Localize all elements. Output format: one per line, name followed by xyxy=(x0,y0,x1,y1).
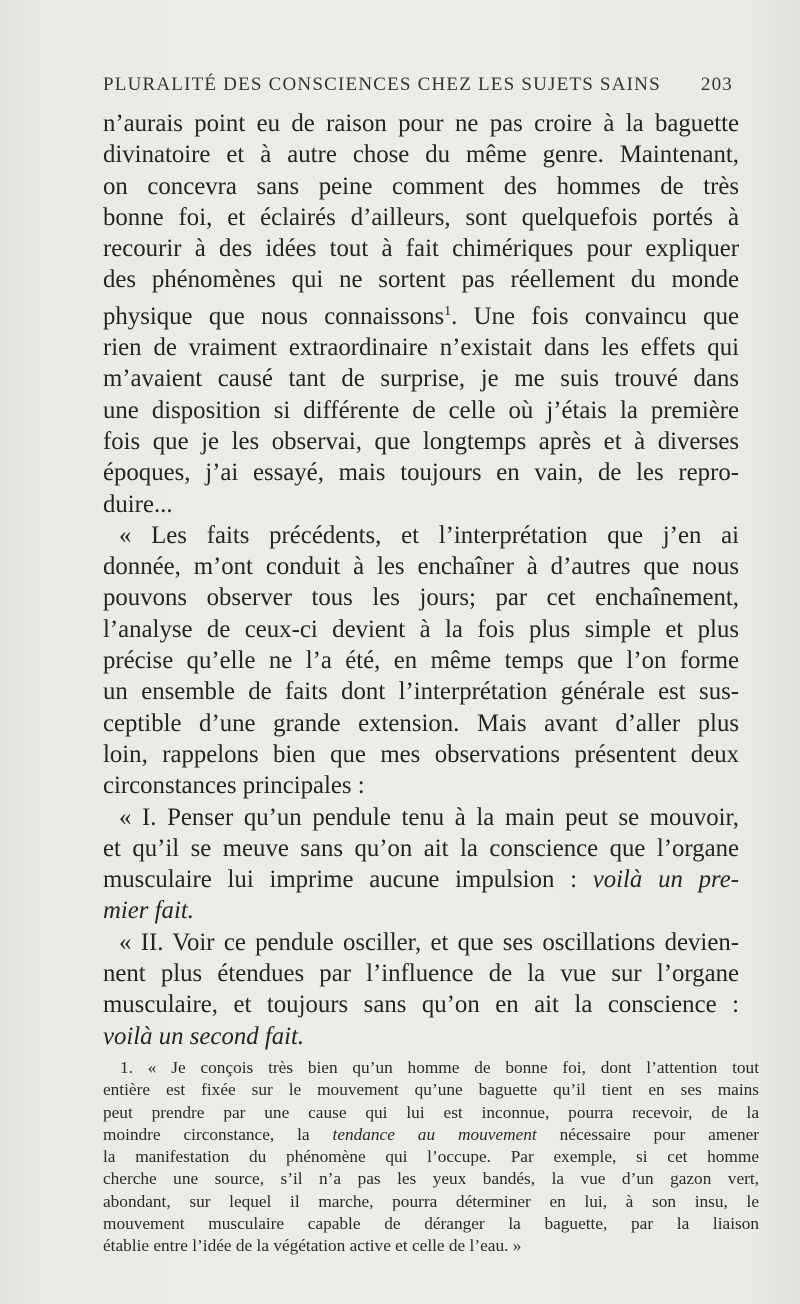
text-line: n’aurais point eu de raison pour ne pas croire à la baguette xyxy=(103,110,739,137)
footnote-marker[interactable]: 1 xyxy=(444,303,452,319)
text-line: recourir à des idées tout à fait chimériques pour expliquer xyxy=(103,235,739,263)
text-line: on concevra sans peine comment des hommes de très xyxy=(103,172,739,200)
text-line: ceptible d’une grande extension. Mais avant d’aller plus xyxy=(103,709,739,737)
text-line: l’analyse de ceux-ci devient à la fois plus simple et plus xyxy=(103,615,739,643)
text-line: une disposition si différente de celle où j’étais la première xyxy=(103,396,739,424)
text-line: loin, rappelons bien que mes observations présentent deux xyxy=(103,740,739,768)
footnote-line: peut prendre par une cause qui lui est inconnue, pourra recevoir, de la xyxy=(103,1102,759,1122)
text-line: musculaire, et toujours sans qu’on en ait la conscience : xyxy=(103,991,739,1019)
footnote-line: établie entre l’idée de la végétation active et celle de l’eau. » xyxy=(103,1236,522,1256)
paragraph-3 xyxy=(103,802,739,927)
text-fragment: nécessaire pour amener xyxy=(536,1124,760,1144)
running-title: PLURALITÉ DES CONSCIENCES CHEZ LES SUJETS SAINS xyxy=(103,74,661,95)
paragraph-4 xyxy=(103,927,739,1052)
italic-text: voilà un second fait. xyxy=(103,1022,305,1050)
text-line: bonne foi, et éclairés d’ailleurs, sont quelquefois portés à xyxy=(103,203,739,231)
text-line: divinatoire et à autre chose du même genre. Maintenant, xyxy=(103,141,739,169)
text-line: nent plus étendues par l’influence de la vue sur l’organe xyxy=(103,960,739,988)
text-line: des phénomènes qui ne sortent pas réellement du monde xyxy=(103,266,739,294)
page-number: 203 xyxy=(700,74,733,95)
footnote-line: abondant, sur lequel il marche, pourra déterminer en lui, à son insu, le xyxy=(103,1191,759,1211)
footnote-line: entière est fixée sur le mouvement qu’une baguette qu’il tient en ses mains xyxy=(103,1080,759,1100)
text-line: fois que je les observai, que longtemps après et à diverses xyxy=(103,427,739,455)
italic-text: tendance au mouvement xyxy=(332,1124,537,1144)
italic-text: mier fait. xyxy=(103,897,194,925)
text-line: donnée, m’ont conduit à les enchaîner à d’autres que nous xyxy=(103,553,739,581)
text-line xyxy=(103,864,739,895)
footnote-line: mouvement musculaire capable de déranger la baguette, par la liaison xyxy=(103,1214,759,1234)
paragraph-2 xyxy=(103,520,739,802)
text-line xyxy=(103,296,739,332)
text-line: duire... xyxy=(103,490,173,518)
text-line: rien de vraiment extraordinaire n’existait dans les effets qui xyxy=(103,334,739,362)
text-line: et qu’il se meuve sans qu’on ait la conscience que l’organe xyxy=(103,834,739,862)
footnote xyxy=(103,1057,759,1258)
text-fragment: moindre circonstance, la xyxy=(103,1124,333,1144)
main-text xyxy=(103,108,739,1052)
footnote-line: la manifestation du phénomène qui l’occupe. Par exemple, si cet homme xyxy=(103,1147,759,1167)
paragraph-1 xyxy=(103,108,739,520)
footnote-line: 1. « Je conçois très bien qu’un homme de bonne foi, dont l’attention tout xyxy=(120,1058,759,1077)
text-line: « Les faits précédents, et l’interprétation que j’en ai xyxy=(119,521,739,549)
text-line: pouvons observer tous les jours; par cet enchaînement, xyxy=(103,584,739,612)
text-line: circonstances principales : xyxy=(103,772,365,800)
text-line: précise qu’elle ne l’a été, en même temps que l’on forme xyxy=(103,647,739,675)
text-fragment: . Une fois convaincu que xyxy=(451,302,739,330)
text-line: époques, j’ai essayé, mais toujours en vain, de les repro- xyxy=(103,459,739,487)
text-line: « II. Voir ce pendule osciller, et que ses oscillations devien- xyxy=(119,928,739,956)
italic-text: voilà un pre- xyxy=(592,866,740,894)
text-line: un ensemble de faits dont l’interprétation générale est sus- xyxy=(103,678,739,706)
text-fragment: musculaire lui imprime aucune impulsion : xyxy=(103,866,593,894)
text-fragment: physique que nous connaissons xyxy=(103,302,445,330)
text-line: « I. Penser qu’un pendule tenu à la main peut se mouvoir, xyxy=(119,803,739,831)
footnote-line: cherche une source, s’il n’a pas les yeux bandés, la vue d’un gazon vert, xyxy=(103,1169,759,1189)
text-line: m’avaient causé tant de surprise, je me suis trouvé dans xyxy=(103,365,739,393)
footnote-line xyxy=(103,1124,759,1146)
running-head xyxy=(103,74,733,96)
